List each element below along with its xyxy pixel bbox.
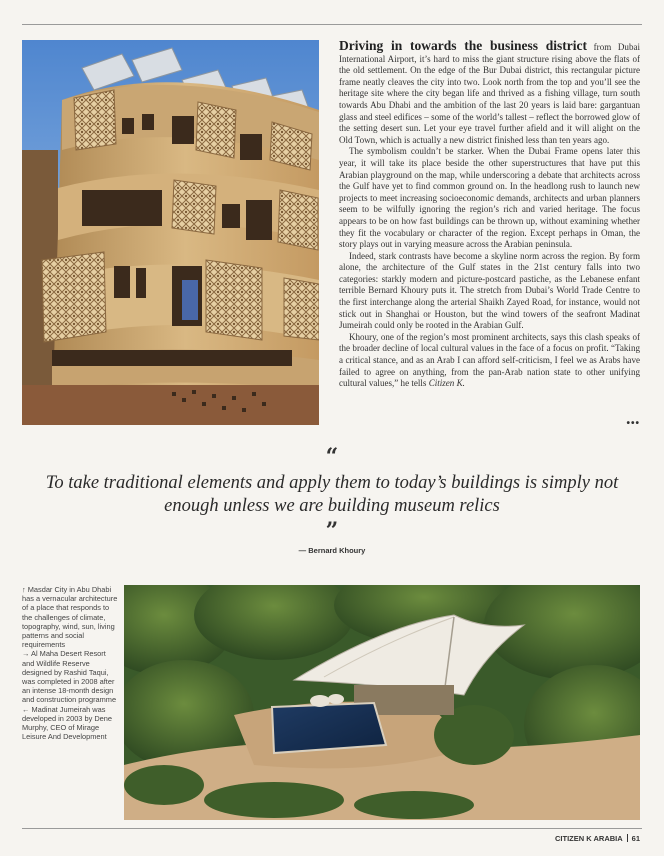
article-paragraph-1: Driving in towards the business district from Dubai International Airport, it’s hard to miss the giant structure rising above the flats of the old settlement. On the edge of the Bur Dubai district, this rectangular picture frame neatly cleaves the city into two. Look north from the top and you’ll see the heritage site where the city began life and thrived as a fishing village, turn south towards Abu Dhabi and the ambition of the last 20 years is laid bare: gargantuan glass and steel edifices – some of the world’s tallest – reflect the borrowed glow of the setting desert sun. Let your eye travel further afield and it will alight on the Old Town, which is actually a new district finished less than ten years ago. (339, 40, 640, 145)
magazine-name: CITIZEN K ARABIA (555, 834, 623, 843)
pull-quote-attribution: — Bernard Khoury (298, 546, 366, 555)
article-paragraph-4: Khoury, one of the region’s most prominent architects, says this clash speaks of the broader decline of local cultural values in the face of a focus on profit. “Taking a critical stance, and as an Arab I can afford self-criticism, I feel we as Arabs have failed to agree on anything, from the pan-Arab nation state to other unifying cultural values,” he tells Citizen K. (339, 331, 640, 389)
pull-quote (40, 446, 624, 566)
continued-marker: ••• (626, 418, 640, 429)
bottom-rule (22, 828, 642, 829)
caption-masdar: ↑ Masdar City in Abu Dhabi has a vernacular architecture of a place that responds to the challenges of climate, topography, wind, sun, living patterns and social requirements (22, 585, 118, 650)
pull-quote-text: To take traditional elements and apply them to today’s buildings is simply not enough unless we are building museum relics (45, 473, 619, 516)
footer-separator (627, 834, 628, 842)
masdar-city-photo (22, 40, 319, 425)
caption-al-maha: → Al Maha Desert Resort and Wildlife Reserve designed by Rashid Taqui, was completed in 2008 after an intense 18-month design and construction programme (22, 649, 117, 705)
article-body (339, 40, 640, 430)
article-paragraph-2: The symbolism couldn’t be starker. When the Dubai Frame opens later this year, it will take its place beside the other superstructures that have put this Arabian playground on the map, while underscoring a debate that architects across the Gulf have yet to find common ground on. In the headlong rush to launch new projects to meet increasing socioeconomic demands, architects and urban planners seem to be wilfully ignoring the region’s rich and varied heritage. The focus appears to be on how fast buildings can be thrown up, without examining whether they fit the vocabulary or character of the region. Except perhaps in Oman, the story plays out in varying measure across the Arabian peninsula. (339, 146, 640, 250)
magazine-reference: Citizen K. (428, 378, 465, 389)
masdar-building-illustration (22, 40, 319, 425)
article-paragraph-3: Indeed, stark contrasts have become a skyline norm across the region. By form alone, the architecture of the Gulf states in the 21st century falls into two categories: starkly modern and picture-postcard pastiche, as the Lebanese enfant terrible Bernard Khoury puts it. The stretch from Dubai’s World Trade Centre to the first interchange along the arterial Shaikh Zayed Road, for instance, would not stick out in Shanghai or Houston, but the wind towers of the seafront Madinat Jumeirah could only be rooted in the Arabian Gulf. (339, 250, 640, 331)
al-maha-resort-photo (124, 585, 640, 820)
resort-illustration (124, 585, 640, 820)
article-lead: Driving in towards the business district (339, 40, 588, 53)
close-quote-mark: ” (325, 518, 339, 544)
photo-captions (22, 585, 120, 741)
caption-madinat: ← Madinat Jumeirah was developed in 2003 by Dene Murphy, CEO of Mirage Leisure And Development (22, 704, 112, 742)
top-rule (22, 24, 642, 25)
open-quote-mark: “ (325, 444, 339, 470)
page-footer (555, 834, 640, 843)
page-number: 61 (631, 834, 640, 843)
